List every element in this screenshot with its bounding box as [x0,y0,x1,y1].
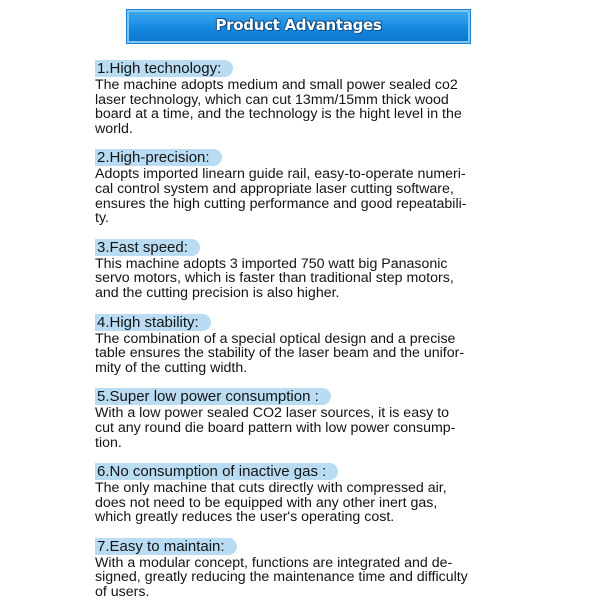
body-line: The only machine that cuts directly with compressed air, [95,480,447,497]
body-line: mity of the cutting width. [95,359,248,376]
advantages-list [95,60,515,613]
advantage-low-power [95,388,515,450]
body-line: of users. [95,584,150,601]
title-banner [127,10,470,43]
body-line: world. [95,120,133,137]
body-line: board at a time, and the technology is the hight level in the [95,106,462,123]
section-body [95,406,500,450]
body-line: table ensures the stability of the laser beam and the unifor- [95,345,465,362]
section-heading: 4.High stability: [95,314,211,331]
section-heading: 1.High technology: [95,60,233,77]
section-body [95,556,500,600]
body-line: cal control system and appropriate laser cutting software, [95,180,454,197]
body-line: With a modular concept, functions are integrated and de- [95,554,453,571]
body-line: With a low power sealed CO2 laser sources, it is easy to [95,405,450,422]
body-line: Adopts imported linearn guide rail, easy-to-operate numeri- [95,166,466,183]
banner-title: Product Advantages [215,16,382,34]
body-line: does not need to be equipped with any other inert gas, [95,494,438,511]
body-line: The machine adopts medium and small power sealed co2 [95,77,458,93]
body-line: cut any round die board pattern with low power consump- [95,419,456,436]
advantage-high-technology [95,60,515,136]
body-line: ty. [95,210,109,227]
body-line: which greatly reduces the user's operating cost. [95,509,395,526]
section-heading: 2.High-precision: [95,149,222,166]
section-body [95,167,500,225]
advantage-fast-speed [95,239,515,301]
body-line: signed, greatly reducing the maintenance time and difficulty [95,569,468,586]
advantage-high-stability [95,314,515,376]
advantage-no-inactive-gas [95,463,515,525]
section-heading: 7.Easy to maintain: [95,538,237,555]
body-line: ensures the high cutting performance and good repeatabili- [95,195,467,212]
section-body [95,481,500,525]
section-body [95,257,500,301]
section-heading: 5.Super low power consumption : [95,388,331,405]
body-line: The combination of a special optical design and a precise [95,330,456,347]
section-body [95,78,500,136]
body-line: and the cutting precision is also higher. [95,284,340,301]
section-heading: 6.No consumption of inactive gas : [95,463,338,480]
section-heading: 3.Fast speed: [95,239,200,256]
advantage-easy-maintain [95,538,515,600]
body-line: This machine adopts 3 imported 750 watt big Panasonic [95,255,448,272]
body-line: servo motors, which is faster than traditional step motors, [95,270,454,287]
advantage-high-precision [95,149,515,225]
body-line: tion. [95,434,122,451]
body-line: laser technology, which can cut 13mm/15mm thick wood [95,91,449,108]
section-body [95,332,500,376]
